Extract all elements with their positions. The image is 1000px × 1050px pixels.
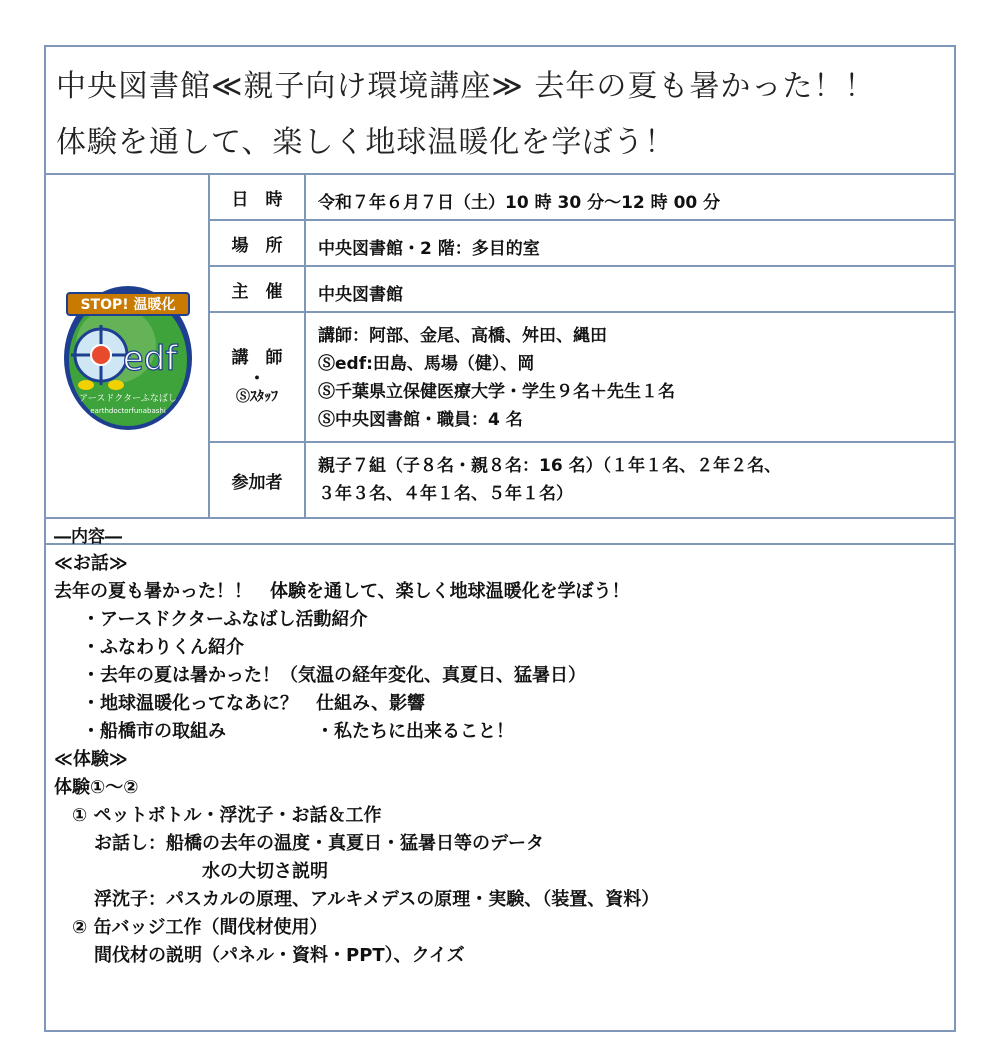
place-value: 中央図書館・2 階：多目的室 <box>318 239 540 259</box>
logo-letters: edf <box>122 339 178 379</box>
lecturer-label-cell <box>210 313 306 441</box>
title-line-1: 中央図書館≪親子向け環境講座≫ 去年の夏も暑かった！！ <box>56 69 876 104</box>
section-header: ―内容― <box>54 527 122 547</box>
content-item: ① ペットボトル・浮沈子・お話＆工作 <box>72 805 382 826</box>
content-subitem: 水の大切さ説明 <box>202 861 328 882</box>
content-bullet: ・船橋市の取組み ・私たちに出来ること！ <box>82 721 514 742</box>
title-block <box>46 47 954 175</box>
place-label: 場 所 <box>210 221 306 265</box>
logo-name-en: earthdoctorfunabashi <box>90 407 166 415</box>
content-bullet: ・去年の夏は暑かった！（気温の経年変化、真夏日、猛暑日） <box>82 665 586 686</box>
logo-name-ja: アースドクターふなばし <box>79 394 177 404</box>
host-value: 中央図書館 <box>318 285 403 305</box>
edf-logo-icon <box>46 175 210 517</box>
datetime-value: 令和７年６月７日（土）10 時 30 分～12 時 00 分 <box>318 193 721 213</box>
content-bullet: ・ふなわりくん紹介 <box>82 637 244 658</box>
content-bullet: ・アースドクターふなばし活動紹介 <box>82 609 368 630</box>
host-label: 主 催 <box>210 267 306 311</box>
title-line-2: 体験を通して、楽しく地球温暖化を学ぼう！ <box>56 125 676 160</box>
datetime-label: 日 時 <box>210 175 306 219</box>
staff-label: Ⓢｽﾀｯﾌ <box>236 388 278 405</box>
participants-line: 親子７組（子８名・親８名：16 名）（１年１名、２年２名、 <box>318 456 782 476</box>
logo-banner: STOP! 温暖化 <box>80 297 176 313</box>
lecturer-line: Ⓢ中央図書館・職員：4 名 <box>318 410 523 430</box>
logo-cell <box>46 175 210 517</box>
content-bullet: ・地球温暖化ってなあに？ 仕組み、影響 <box>82 693 426 714</box>
lecturer-line: 講師：阿部、金尾、高橋、舛田、縄田 <box>318 326 607 346</box>
content-subitem: お話し：船橋の去年の温度・真夏日・猛暑日等のデータ <box>94 833 544 854</box>
participants-label: 参加者 <box>210 443 306 517</box>
content-subitem: 浮沈子：パスカルの原理、アルキメデスの原理・実験、（装置、資料） <box>94 889 660 910</box>
content-line: 去年の夏も暑かった！！ 体験を通して、楽しく地球温暖化を学ぼう！ <box>54 581 630 602</box>
lecturer-dot: ・ <box>248 368 266 389</box>
content-item: ② 缶バッジ工作（間伐材使用） <box>72 917 328 938</box>
lecturer-label: 講 師 <box>231 348 283 369</box>
participants-line: ３年３名、４年１名、５年１名） <box>318 484 573 504</box>
section-header-bar <box>46 517 954 545</box>
row-host <box>210 267 954 313</box>
lecturer-line: Ⓢedf:田島、馬場（健）、岡 <box>318 354 535 374</box>
content-subitem: 間伐材の説明（パネル・資料・PPT）、クイズ <box>94 945 465 966</box>
content-line: 体験①～② <box>54 777 139 798</box>
row-place <box>210 221 954 267</box>
content-heading: ≪お話≫ <box>54 553 128 574</box>
content-heading: ≪体験≫ <box>54 749 128 770</box>
row-participants <box>210 443 954 517</box>
lecturer-line: Ⓢ千葉県立保健医療大学・学生９名＋先生１名 <box>318 382 675 402</box>
row-datetime <box>210 175 954 221</box>
row-lecturer <box>210 313 954 443</box>
event-report-frame <box>44 45 956 1032</box>
